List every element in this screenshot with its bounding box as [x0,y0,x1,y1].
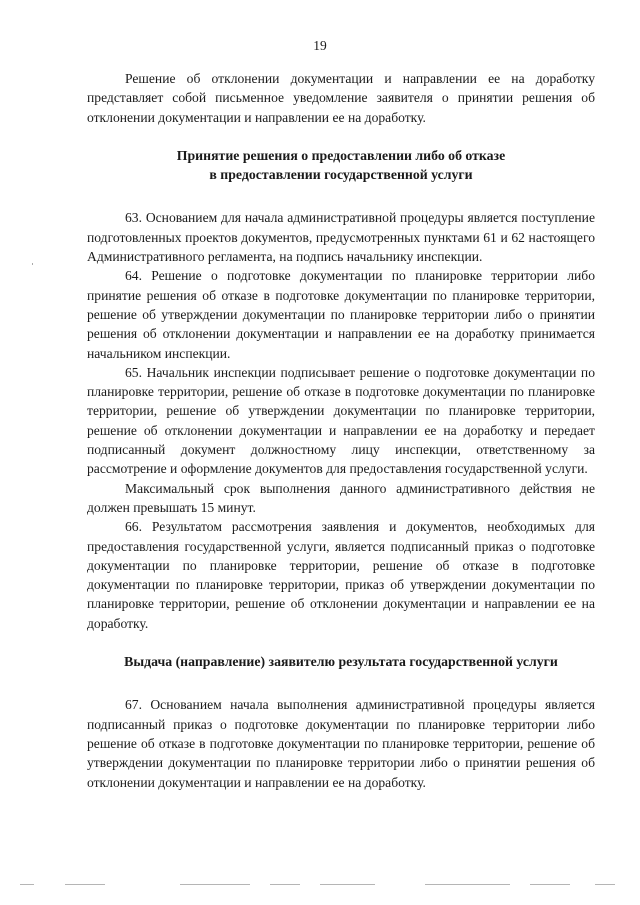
paragraph-64: 64. Решение о подготовке документации по планировке территории либо принятие решения об отказе в подготовке документации по планировке территории, решение об утверждении документации по планировке территории либо о принятии решения об отклонении документации и направлении ее на доработку принимается начальником инспекции. [87,268,595,361]
heading-line: Выдача (направление) заявителю результата государственной услуги [124,654,558,670]
heading-line: в предоставлении государственной услуги [209,167,473,183]
section-heading-decision [87,146,595,185]
heading-line: Принятие решения о предоставлении либо об отказе [176,147,506,163]
paragraph-max-time: Максимальный срок выполнения данного административного действия не должен превышать 15 минут. [87,480,595,515]
paragraph-63: 63. Основанием для начала административной процедуры является поступление подготовленных проектов документов, предусмотренных пунктами 61 и 62 настоящего Административного регламента, на подпись начальнику инспекции. [87,210,595,265]
scan-speck [32,263,33,265]
document-body [87,69,595,792]
scan-edge-artifacts [20,884,620,887]
section-heading-issuance [87,652,595,671]
paragraph-65: 65. Начальник инспекции подписывает решение о подготовке документации по планировке территории, решение об отказе в подготовке документации по планировке территории, решение об утверждении документации по планировке территории, решение об отклонении документации и направлении ее на доработку и передает подписанный документ должностному лицу инспекции, ответственному за рассмотрение и оформление документов для предоставления государственной услуги. [87,364,595,477]
paragraph-67: 67. Основанием начала выполнения административной процедуры является подписанный приказ о подготовке документации по планировке территории либо решение об отказе в подготовке документации по планировке территории, решение об утверждении документации по планировке территории либо о принятии решения об отклонении документации и направлении ее на доработку. [87,697,595,790]
paragraph-66: 66. Результатом рассмотрения заявления и документов, необходимых для предоставления государственной услуги, является подписанный приказ о подготовке документации по планировке территории, решение об отказе в подготовке документации по планировке территории, приказ об утверждении документации по планировке территории, решение об отклонении документации и направлении ее на доработку. [87,519,595,631]
paragraph-rejection-notice: Решение об отклонении документации и направлении ее на доработку представляет собой письменное уведомление заявителя о принятии решения об отклонении документации и направлении ее на доработку. [87,71,595,125]
page-number: 19 [313,38,327,53]
